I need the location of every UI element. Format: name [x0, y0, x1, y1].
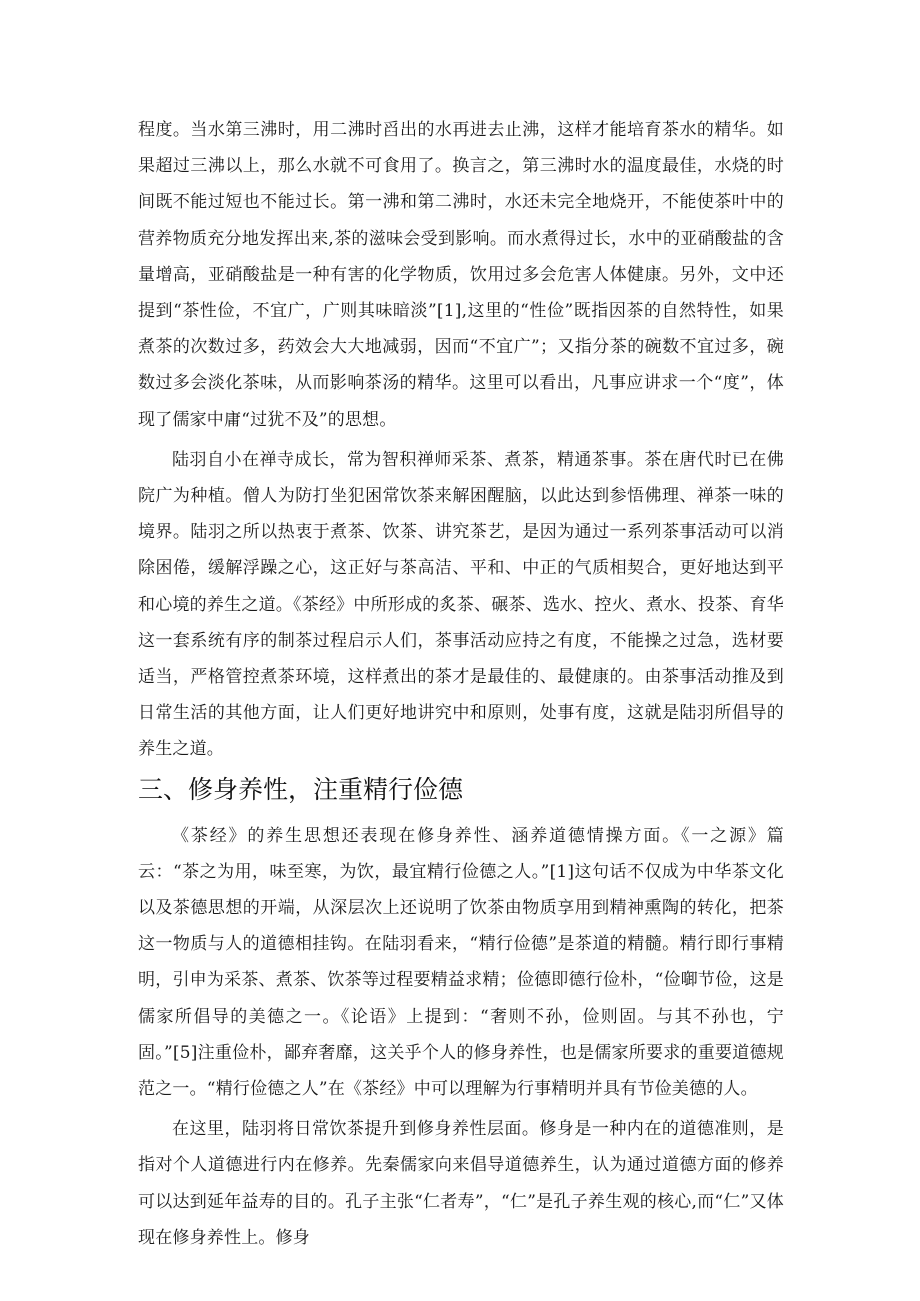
document-page: [138, 112, 784, 1256]
body-paragraph-3: 《茶经》的养生思想还表现在修身养性、涵养道德情操方面。《一之源》篇云：“茶之为用，味至寒，为饮，最宜精行俭德之人。”[1]这句话不仅成为中华茶文化以及茶德思想的开端，从深层次上还说明了饮茶由物质享用到精神熏陶的转化，把茶这一物质与人的道德相挂钩。在陆羽看来，“精行俭德”是茶道的精髓。精行即行事精明，引申为采茶、煮茶、饮茶等过程要精益求精；俭德即德行俭朴，“俭啣节俭，这是儒家所倡导的美德之一。《论语》上提到：“奢则不孙，俭则固。与其不孙也，宁固。”[5]注重俭朴，鄙弃奢靡，这关乎个人的修身养性，也是儒家所要求的重要道德规范之一。“精行俭德之人”在《茶经》中可以理解为行事精明并具有节俭美德的人。: [138, 825, 784, 1100]
body-paragraph-2: 陆羽自小在禅寺成长，常为智积禅师采茶、煮茶，精通茶事。茶在唐代时已在佛院广为种植。僧人为防打坐犯困常饮茶来解困醒脑，以此达到参悟佛理、禅茶一味的境界。陆羽之所以热衷于煮茶、饮茶、讲究茶艺，是因为通过一系列茶事活动可以消除困倦，缓解浮躁之心，这正好与茶高洁、平和、中正的气质相契合，更好地达到平和心境的养生之道。《茶经》中所形成的炙茶、碾茶、选水、控火、煮水、投茶、育华这一套系统有序的制茶过程启示人们，茶事活动应持之有度，不能操之过急，选材要适当，严格管控煮茶环境，这样煮出的茶才是最佳的、最健康的。由茶事活动推及到日常生活的其他方面，让人们更好地讲究中和原则，处事有度，这就是陆羽所倡导的养生之道。: [138, 449, 784, 760]
body-paragraph-1: 程度。当水第三沸时，用二沸时舀出的水再进去止沸，这样才能培育茶水的精华。如果超过三沸以上，那么水就不可食用了。换言之，第三沸时水的温度最佳，水烧的时间既不能过短也不能过长。第一沸和第二沸时，水还未完全地烧开，不能使茶叶中的营养物质充分地发挥出来,茶的滋味会受到影响。而水煮得过长，水中的亚硝酸盐的含量增高，亚硝酸盐是一种有害的化学物质，饮用过多会危害人体健康。另外，文中还提到“茶性俭，不宜广，广则其味暗淡”[1],这里的“性俭”既指因茶的自然特性，如果煮茶的次数过多，药效会大大地减弱，因而“不宜广”；又指分茶的碗数不宜过多，碗数过多会淡化茶味，从而影响茶汤的精华。这里可以看出，凡事应讲求一个“度”，体现了儒家中庸“过犹不及”的思想。: [138, 120, 784, 430]
body-paragraph-4: 在这里，陆羽将日常饮茶提升到修身养性层面。修身是一种内在的道德准则，是指对个人道德进行内在修养。先秦儒家向来倡导道德养生，认为通过道德方面的修养可以达到延年益寿的目的。孔子主张“仁者寿”，“仁”是孔子养生观的核心,而“仁”又体现在修身养性上。修身: [138, 1119, 784, 1248]
section-heading: 三、修身养性，注重精行俭德: [138, 774, 464, 804]
